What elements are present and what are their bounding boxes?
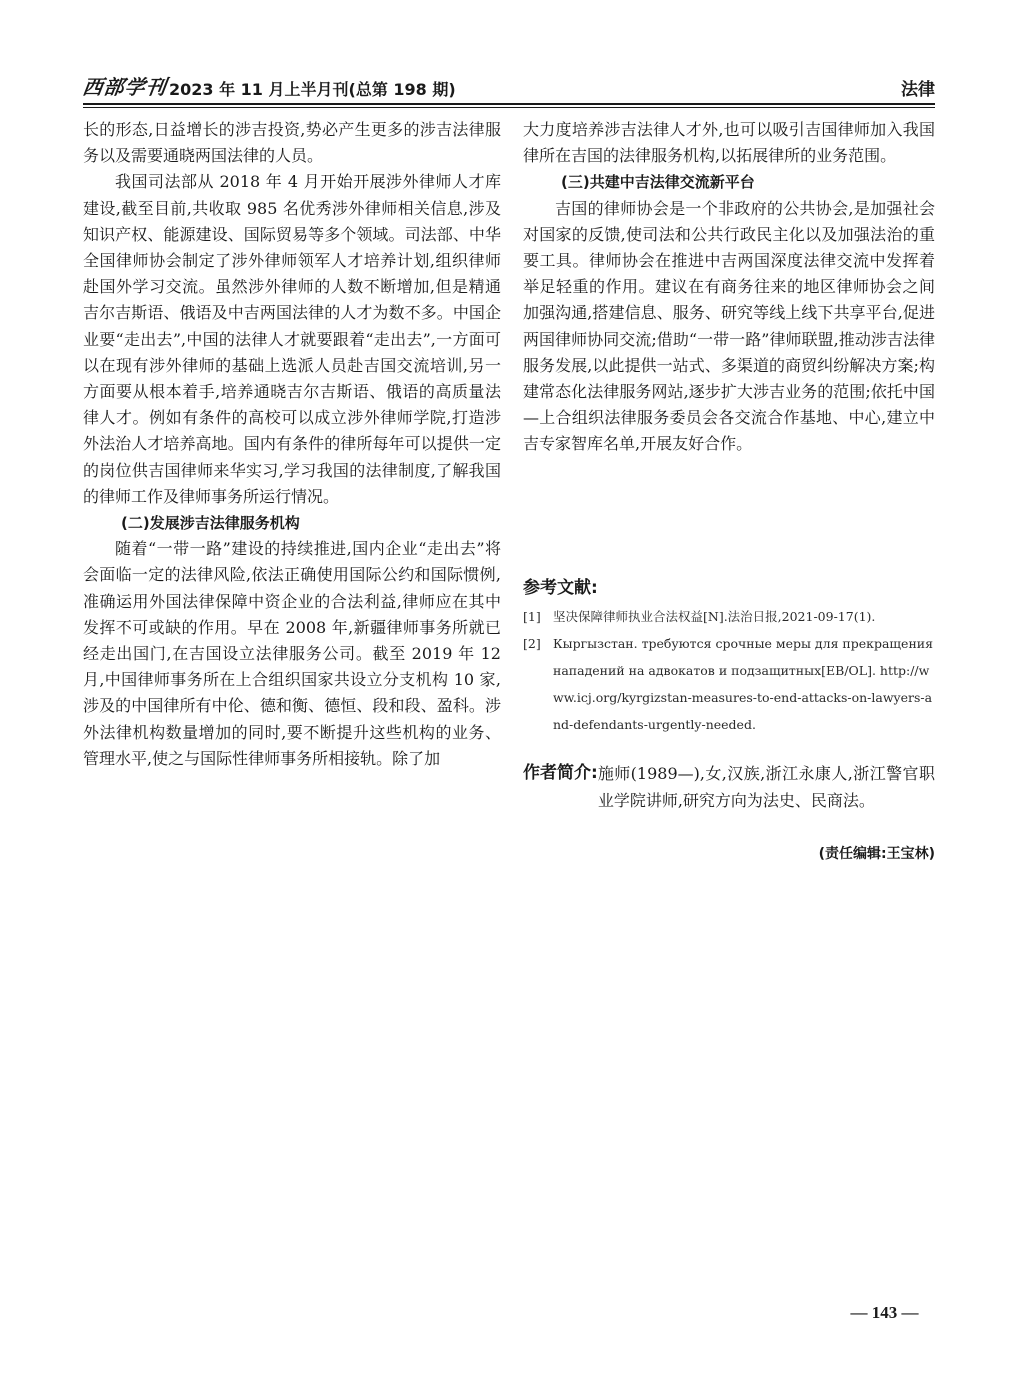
author-bio-label: 作者简介: bbox=[523, 763, 598, 783]
reference-text: 坚决保障律师执业合法权益[N].法治日报,2021-09-17(1). bbox=[553, 609, 876, 624]
section-label: 法律 bbox=[901, 80, 935, 100]
left-column bbox=[83, 117, 501, 772]
paragraph: 长的形态,日益增长的涉吉投资,势必产生更多的涉吉法律服务以及需要通晓两国法律的人员。 bbox=[83, 120, 501, 166]
page-number: — 143 — bbox=[850, 1303, 919, 1322]
reference-item bbox=[523, 630, 935, 738]
author-bio-text: 施师(1989—),女,汉族,浙江永康人,浙江警官职业学院讲师,研究方向为法史、民商法。 bbox=[597, 764, 935, 810]
editor-note: (责任编辑:王宝林) bbox=[818, 846, 935, 862]
section-heading: (二)发展涉吉法律服务机构 bbox=[121, 514, 300, 533]
section-heading: (三)共建中吉法律交流新平台 bbox=[561, 173, 755, 192]
running-header bbox=[83, 74, 935, 100]
reference-text: Кыргызстан. требуются срочные меры для прекращения нападений на адвокатов и подзащитных[EB/OL]. http://www.icj.org/kyrgizstan-measures-to-end-attacks-on-lawyers-and-defendants-urgently-needed. bbox=[553, 636, 933, 732]
reference-item bbox=[523, 603, 935, 630]
paragraph: 吉国的律师协会是一个非政府的公共协会,是加强社会对国家的反馈,使司法和公共行政民主化以及加强法治的重要工具。律师协会在推进中吉两国深度法律交流中发挥着举足轻重的作用。建议在有商务往来的地区律师协会之间加强沟通,搭建信息、服务、研究等线上线下共享平台,促进两国律师协同交流;借助“一带一路”律师联盟,推动涉吉法律服务发展,以此提供一站式、多渠道的商贸纠纷解决方案;构建常态化法律服务网站,逐步扩大涉吉业务的范围;依托中国—上合组织法律服务委员会各交流合作基地、中心,建立中吉专家智库名单,开展友好合作。 bbox=[523, 198, 935, 454]
author-bio bbox=[523, 760, 935, 814]
paragraph: 我国司法部从 2018 年 4 月开始开展涉外律师人才库建设,截至目前,共收取 985 名优秀涉外律师相关信息,涉及知识产权、能源建设、国际贸易等多个领域。司法部、中华全国律师协会制定了涉外律师领军人才培养计划,组织律师赴国外学习交流。虽然涉外律师的人数不断增加,但是精通吉尔吉斯语、俄语及中吉两国法律的人才为数不多。中国企业要“走出去”,中国的法律人才就要跟着“走出去”,一方面可以在现有涉外律师的基础上选派人员赴吉国交流培训,另一方面要从根本着手,培养通晓吉尔吉斯语、俄语的高质量法律人才。例如有条件的高校可以成立涉外律师学院,打造涉外法治人才培养高地。国内有条件的律所每年可以提供一定的岗位供吉国律师来华实习,学习我国的法律制度,了解我国的律师工作及律师事务所运行情况。 bbox=[83, 172, 501, 506]
issue-info: 2023 年 11 月上半月刊(总第 198 期) bbox=[169, 80, 456, 99]
paragraph: 随着“一带一路”建设的持续推进,国内企业“走出去”将会面临一定的法律风险,依法正确使用国际公约和国际惯例,准确运用外国法律保障中资企业的合法利益,律师应在其中发挥不可或缺的作用。早在 2008 年,新疆律师事务所就已经走出国门,在吉国设立法律服务公司。截至 2019 年 12 月,中国律师事务所在上合组织国家共设立分支机构 10 家,涉及的中国律所有中伦、德和衡、德恒、段和段、盈科。涉外法律机构数量增加的同时,要不断提升这些机构的业务、管理水平,使之与国际性律师事务所相接轨。除了加 bbox=[83, 539, 501, 768]
journal-masthead bbox=[83, 71, 456, 100]
right-column bbox=[523, 117, 935, 458]
reference-number: [2] bbox=[523, 636, 541, 651]
reference-number: [1] bbox=[523, 609, 541, 624]
journal-logo: 西部学刊 bbox=[81, 75, 169, 99]
references-title: 参考文献: bbox=[523, 578, 598, 598]
header-rule bbox=[83, 103, 935, 108]
references-list bbox=[523, 603, 935, 738]
paragraph: 大力度培养涉吉法律人才外,也可以吸引吉国律师加入我国律所在吉国的法律服务机构,以拓展律所的业务范围。 bbox=[523, 120, 935, 166]
